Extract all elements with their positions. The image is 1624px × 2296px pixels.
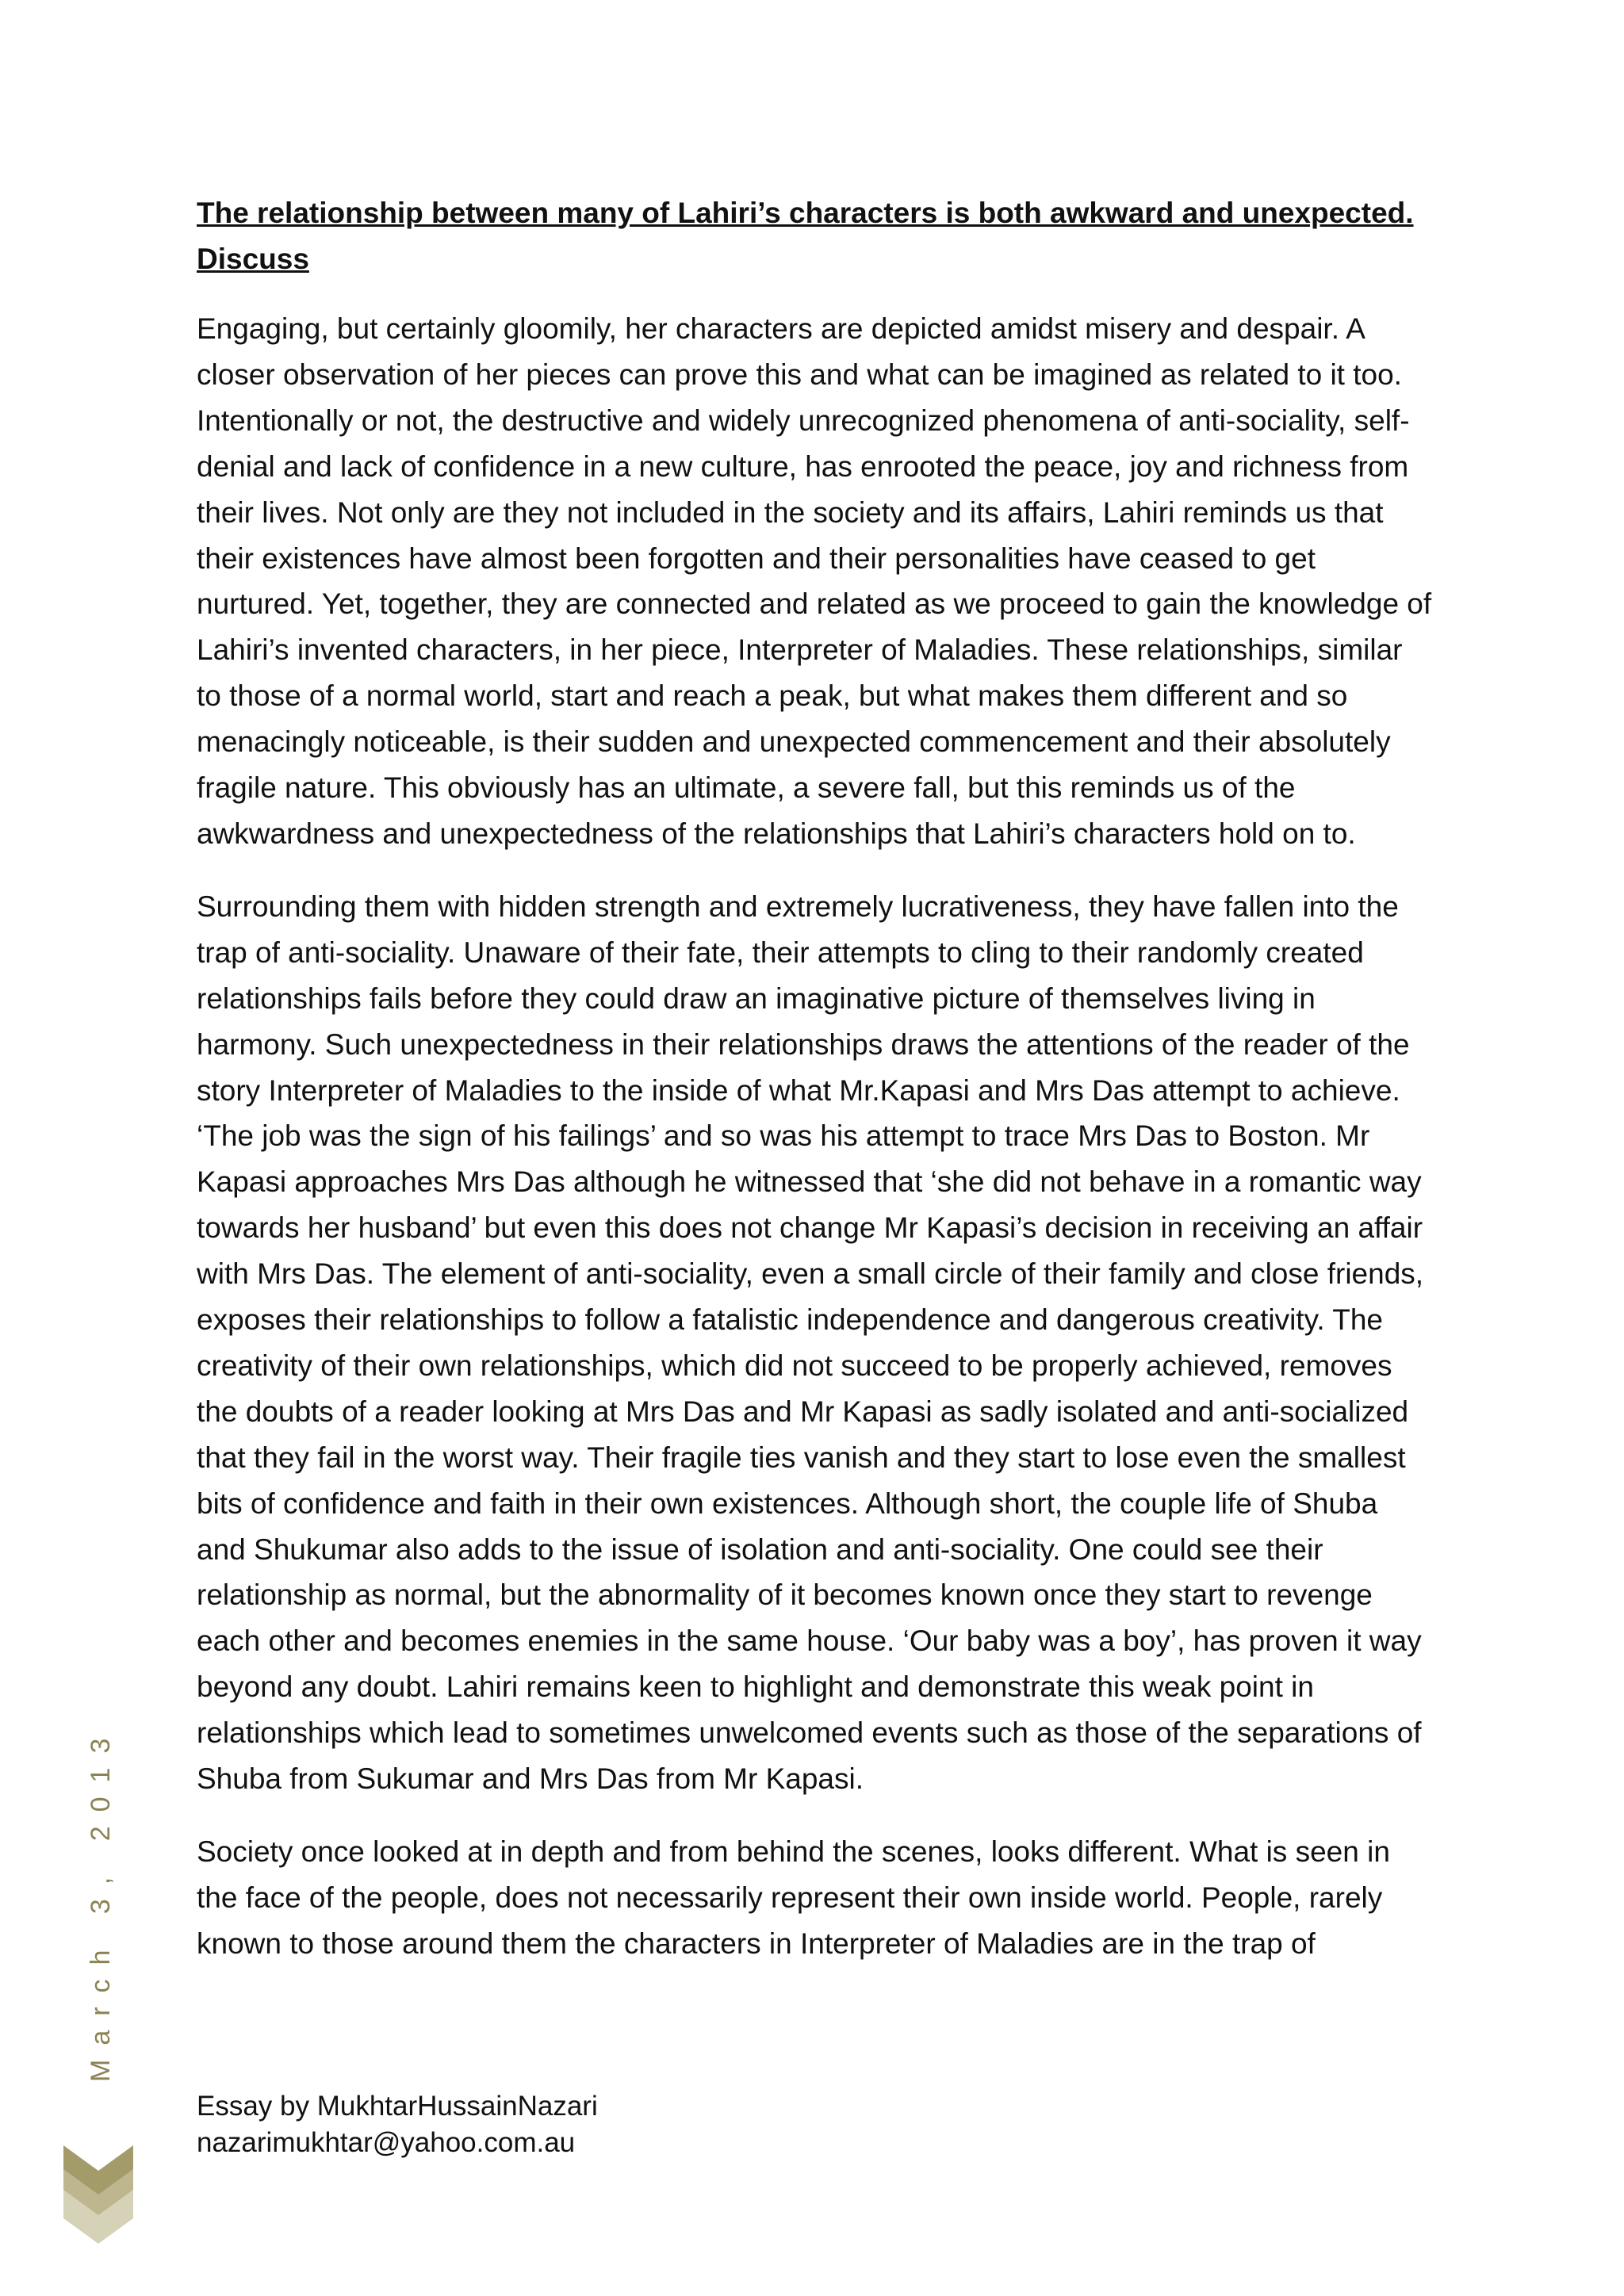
essay-body — [197, 190, 1434, 1994]
page-footer — [197, 2088, 598, 2161]
paragraph-1: Engaging, but certainly gloomily, her characters are depicted amidst misery and despair. A closer observation of her pieces can prove this and what can be imagined as related to it too. Intentionally or not, the destructive and widely unrecognized phenomena of anti-sociality, self-denial and lack of confidence in a new culture, has enrooted the peace, joy and richness from their lives. Not only are they not included in the society and its affairs, Lahiri reminds us that their existences have almost been forgotten and their personalities have ceased to get nurtured. Yet, together, they are connected and related as we proceed to gain the knowledge of Lahiri’s invented characters, in her piece, Interpreter of Maladies. These relationships, similar to those of a normal world, start and reach a peak, but what makes them different and so menacingly noticeable, is their sudden and unexpected commencement and their absolutely fragile nature. This obviously has an ultimate, a severe fall, but this reminds us of the awkwardness and unexpectedness of the relationships that Lahiri’s characters hold on to. — [197, 312, 1432, 850]
footer-email: nazarimukhtar@yahoo.com.au — [197, 2127, 576, 2158]
double-chevron-down-icon — [63, 2145, 133, 2244]
sidebar-date: March 3, 2013 — [86, 1724, 116, 2082]
paragraph-3: Society once looked at in depth and from behind the scenes, looks different. What is seen in the face of the people, does not necessarily represent their own inside world. People, rarely known to those around them the characters in Interpreter of Maladies are in the trap of — [197, 1835, 1390, 1960]
essay-title: The relationship between many of Lahiri’s characters is both awkward and unexpected. Discuss — [197, 197, 1414, 275]
footer-author: Essay by MukhtarHussainNazari — [197, 2091, 598, 2122]
paragraph-2: Surrounding them with hidden strength and extremely lucrativeness, they have fallen into the trap of anti-sociality. Unaware of their fate, their attempts to cling to their randomly created relationships fails before they could draw an imaginative picture of themselves living in harmony. Such unexpectedness in their relationships draws the attentions of the reader of the story Interpreter of Maladies to the inside of what Mr.Kapasi and Mrs Das attempt to achieve. ‘The job was the sign of his failings’ and so was his attempt to trace Mrs Das to Boston. Mr Kapasi approaches Mrs Das although he witnessed that ‘she did not behave in a romantic way towards her husband’ but even this does not change Mr Kapasi’s decision in receiving an affair with Mrs Das. The element of anti-sociality, even a small circle of their family and close friends, exposes their relationships to follow a fatalistic independence and dangerous creativity. The creativity of their own relationships, which did not succeed to be properly achieved, removes the doubts of a reader looking at Mrs Das and Mr Kapasi as sadly isolated and anti-socialized that they fail in the worst way. Their fragile ties vanish and they start to lose even the smallest bits of confidence and faith in their own existences. Although short, the couple life of Shuba and Shukumar also adds to the issue of isolation and anti-sociality. One could see their relationship as normal, but the abnormality of it becomes known once they start to revenge each other and becomes enemies in the same house. ‘Our baby was a boy’, has proven it way beyond any doubt. Lahiri remains keen to highlight and demonstrate this weak point in relationships which lead to sometimes unwelcomed events such as those of the separations of Shuba from Sukumar and Mrs Das from Mr Kapasi. — [197, 890, 1424, 1796]
